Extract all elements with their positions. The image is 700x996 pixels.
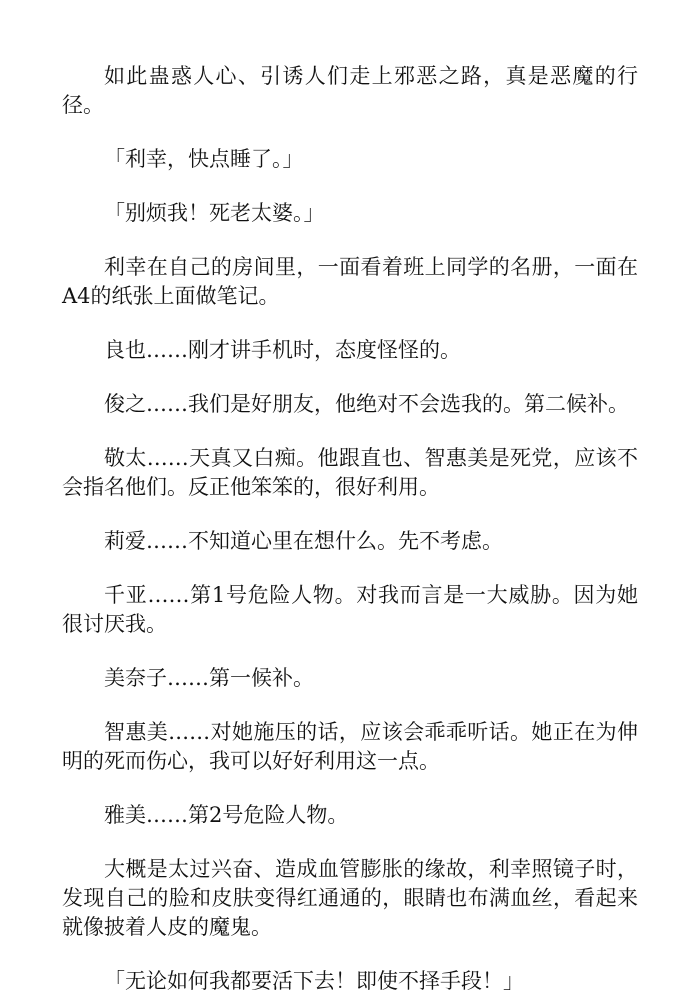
paragraph: 「别烦我！死老太婆。」 <box>104 201 325 225</box>
paragraph: 智惠美……对她施压的话，应该会乖乖听话。她正在为伸明的死而伤心，我可以好好利用这一点。 <box>62 720 638 773</box>
paragraph: 「无论如何我都要活下去！即使不择手段！」 <box>104 969 524 993</box>
paragraph: 雅美……第2号危险人物。 <box>104 803 349 827</box>
paragraph: 如此蛊惑人心、引诱人们走上邪恶之路，真是恶魔的行径。 <box>62 64 638 117</box>
paragraph: 利幸在自己的房间里，一面看着班上同学的名册，一面在A4的纸张上面做笔记。 <box>62 255 638 308</box>
paragraph: 俊之……我们是好朋友，他绝对不会选我的。第二候补。 <box>104 392 629 416</box>
paragraph: 千亚……第1号危险人物。对我而言是一大威胁。因为她很讨厌我。 <box>62 583 638 636</box>
paragraph: 美奈子……第一候补。 <box>104 666 314 690</box>
paragraph: 莉爱……不知道心里在想什么。先不考虑。 <box>104 529 503 553</box>
paragraph: 良也……刚才讲手机时，态度怪怪的。 <box>104 338 461 362</box>
paragraph: 敬太……天真又白痴。他跟直也、智惠美是死党，应该不会指名他们。反正他笨笨的，很好利用。 <box>62 446 638 499</box>
paragraph: 「利幸，快点睡了。」 <box>104 147 304 171</box>
paragraph: 大概是太过兴奋、造成血管膨胀的缘故，利幸照镜子时，发现自己的脸和皮肤变得红通通的，眼睛也布满血丝，看起来就像披着人皮的魔鬼。 <box>62 857 638 939</box>
